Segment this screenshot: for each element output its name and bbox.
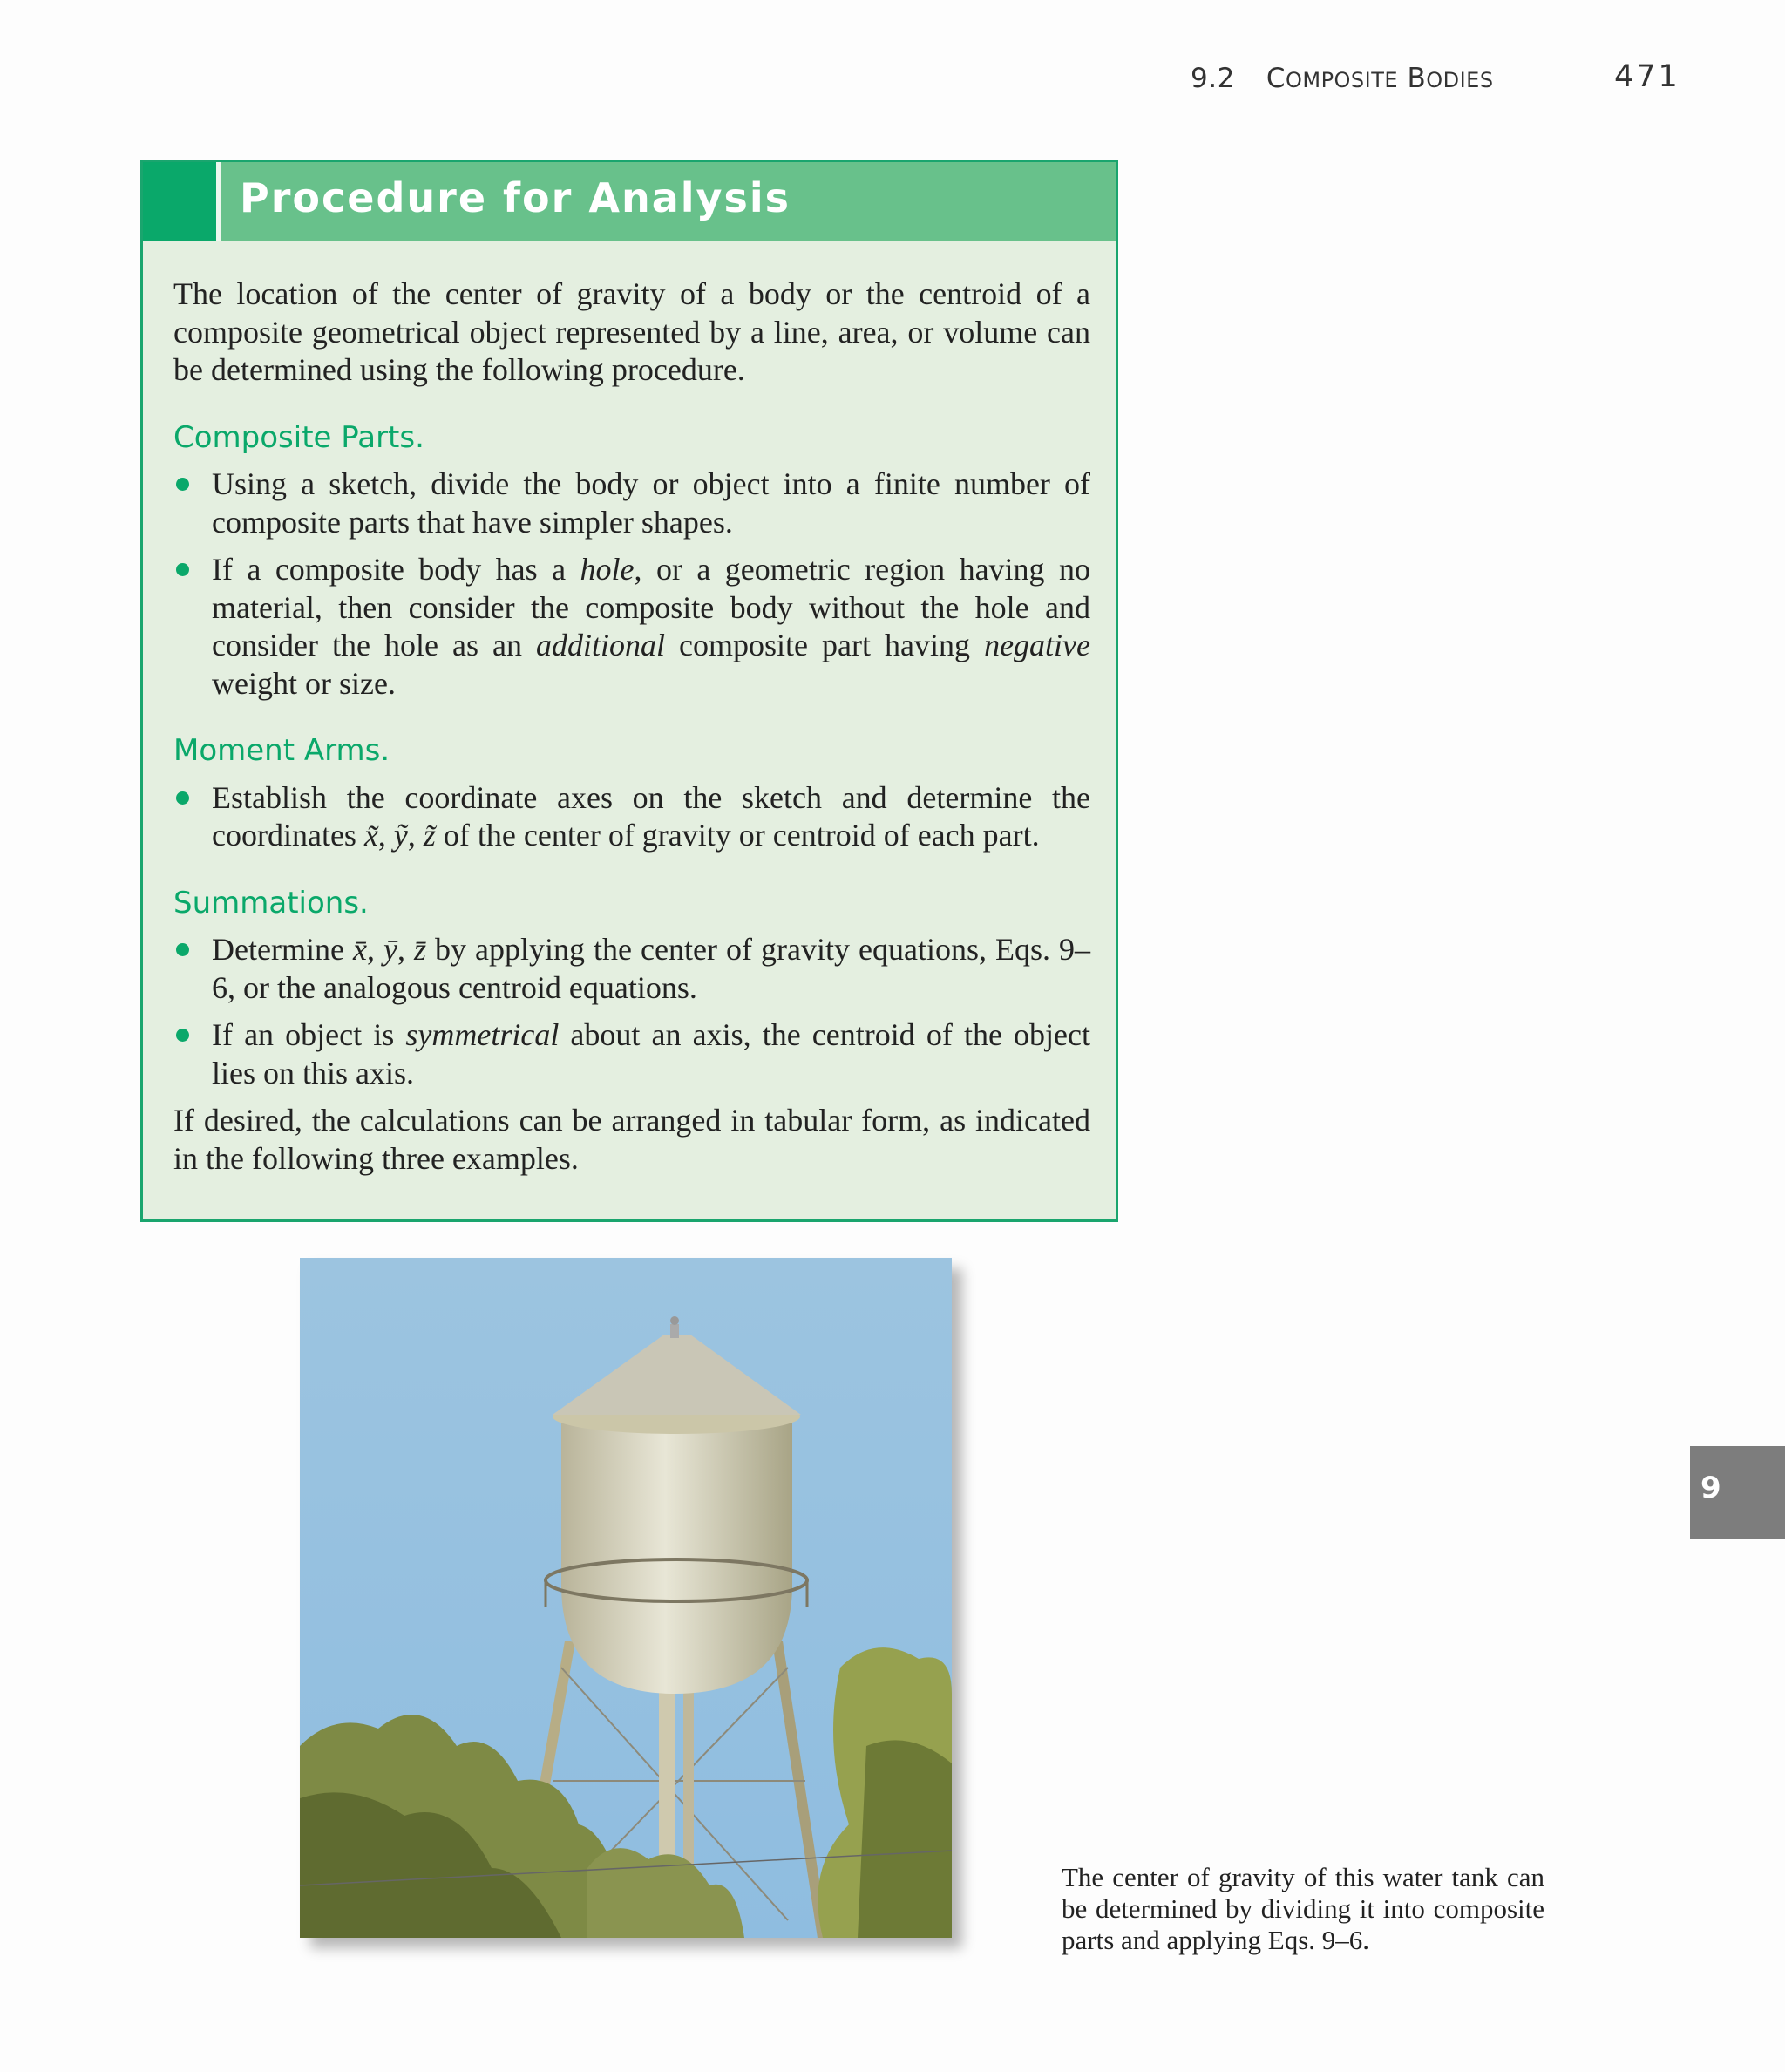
bar-y-var <box>383 932 397 967</box>
procedure-closing: If desired, the calculations can be arranged in tabular form, as indicated in the following three examples. <box>173 1103 1090 1176</box>
figure-caption: The center of gravity of this water tank can be determined by dividing it into composite parts and applying Eqs. 9–6. <box>1062 1862 1544 1955</box>
summations-heading: Summations. <box>173 885 369 921</box>
list-item <box>173 551 1090 703</box>
procedure-intro: The location of the center of gravity of a body or the centroid of a composite geometrical object represented by a line, area, or volume can be determined using the following procedure. <box>173 276 1090 387</box>
bullet-icon <box>176 1029 189 1042</box>
chapter-tab-label: 9 <box>1700 1471 1721 1505</box>
bullet-icon <box>176 943 189 956</box>
section-title-rest-2: ODIES <box>1426 68 1494 92</box>
composite-parts-list <box>173 465 1090 703</box>
bullet-icon <box>176 563 189 576</box>
section-title-initial-2: B <box>1407 63 1427 94</box>
procedure-body <box>173 275 1090 1178</box>
comma: , <box>407 818 424 853</box>
bullet-text: Determine <box>212 932 353 967</box>
header-accent-square <box>143 162 216 241</box>
page-number: 471 <box>1614 59 1680 94</box>
var-z: z <box>413 932 426 967</box>
chapter-tab <box>1690 1446 1785 1539</box>
moment-arms-list <box>173 779 1090 855</box>
composite-parts-heading: Composite Parts. <box>173 419 424 455</box>
bullet-text: composite part having <box>665 628 985 662</box>
bullet-text: Using a sketch, divide the body or object into a finite number of composite parts that have simpler shapes. <box>212 466 1090 540</box>
tilde-z-var <box>424 818 436 853</box>
list-item <box>173 779 1090 855</box>
list-item <box>173 931 1090 1007</box>
bullet-text: If a composite body has a <box>212 552 580 587</box>
comma: , <box>366 932 383 967</box>
bullet-text: Establish the coordinate axes on the sketch and determine the coordinates <box>212 779 1090 853</box>
bar-x-var <box>353 932 367 967</box>
italic-term-hole: hole <box>580 552 635 587</box>
italic-term-negative: negative <box>984 628 1091 662</box>
bullet-text: If an object is <box>212 1017 406 1052</box>
bullet-icon <box>176 791 189 805</box>
list-item <box>173 465 1090 541</box>
water-tank-photo <box>300 1258 952 1938</box>
section-title-initial-1: C <box>1266 63 1286 94</box>
tilde-y-var <box>394 818 408 853</box>
italic-term-symmetrical: symmetrical <box>405 1017 560 1052</box>
procedure-header <box>143 162 1116 241</box>
bullet-text: , or a geometric region having no material, then consider the composite body without the hole and consider the hole as an <box>212 552 1090 662</box>
bar-z-var <box>414 932 426 967</box>
comma: , <box>377 818 394 853</box>
var-x: x <box>363 818 378 853</box>
bullet-text: weight or size. <box>212 665 396 701</box>
italic-term-additional: additional <box>536 628 666 662</box>
bullet-text: of the center of gravity or centroid of each part. <box>435 818 1040 853</box>
header-separator <box>216 162 221 241</box>
running-header <box>1191 63 1494 94</box>
bullet-text: about an axis, the centroid of the object lies on this axis. <box>212 1017 1090 1090</box>
procedure-box <box>140 160 1118 1222</box>
list-item <box>173 1016 1090 1092</box>
comma: , <box>397 932 414 967</box>
moment-arms-heading: Moment Arms. <box>173 733 390 768</box>
var-y: y <box>393 818 408 853</box>
var-x: x <box>352 932 367 967</box>
bullet-icon <box>176 478 189 491</box>
var-z: z <box>423 818 436 853</box>
bullet-text: by applying the center of gravity equations, Eqs. 9–6, or the analogous centroid equations. <box>212 932 1091 1005</box>
section-number: 9.2 <box>1191 63 1235 94</box>
summations-list <box>173 931 1090 1092</box>
procedure-title: Procedure for Analysis <box>240 174 791 221</box>
tilde-x-var <box>364 818 378 853</box>
section-title-rest-1: OMPOSITE <box>1285 68 1399 92</box>
var-y: y <box>383 932 397 967</box>
